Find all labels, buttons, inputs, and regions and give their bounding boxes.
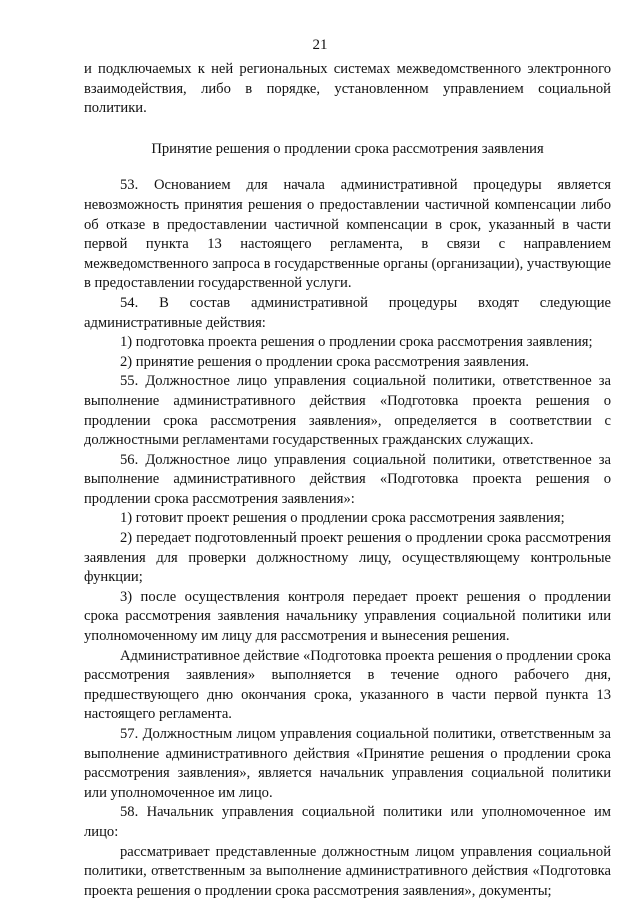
list-item-56-2: 2) передает подготовленный проект решения о продлении срока рассмотрения заявления для проверки должностному лицу, осуществляющему контрольные функции; [84, 530, 611, 586]
paragraph-56: 56. Должностное лицо управления социальной политики, ответственное за выполнение административного действия «Подготовка проекта решения о продлении срока рассмотрения заявления»: [84, 451, 611, 507]
list-item-54-2: 2) принятие решения о продлении срока рассмотрения заявления. [120, 353, 530, 370]
paragraph-54: 54. В состав административной процедуры входят следующие административные действия: [84, 294, 611, 331]
paragraph-58: 58. Начальник управления социальной политики или уполномоченное им лицо: [84, 804, 611, 840]
paragraph-53: 53. Основанием для начала административной процедуры является невозможность принятия решения о предоставлении частичной компенсации либо об отказе в предоставлении частичной компенсации в срок, указанный в части первой пункта 13 настоящего регламента, в связи с направлением межведомственного запроса в государственные органы (организации), участвующие в предоставлении государственной услуги. [84, 177, 611, 292]
list-item-56-3: 3) после осуществления контроля передает проект решения о продлении срока рассмотрения заявления начальнику управления социальной политики или уполномоченному им лицу для рассмотрения и вынесения решения. [84, 588, 611, 645]
continuation-paragraph: и подключаемых к ней региональных системах межведомственного электронного взаимодействия, либо в порядке, установленном управлением социальной политики. [84, 61, 611, 117]
list-item-56-1: 1) готовит проект решения о продлении срока рассмотрения заявления; [120, 510, 565, 527]
paragraph-56-timing: Административное действие «Подготовка проекта решения о продлении срока рассмотрения заявления» выполняется в течение одного рабочего дня, предшествующего дню окончания срока, указанного в части первой пункта 13 настоящего регламента. [84, 647, 611, 723]
paragraph-58-item: рассматривает представленные должностным лицом управления социальной политики, ответственным за выполнение административного действия «Подготовка проекта решения о продлении срока рассмотрения заявления», документы; [84, 843, 611, 899]
list-item-54-1: 1) подготовка проекта решения о продлении срока рассмотрения заявления; [120, 334, 593, 351]
page-number: 21 [312, 37, 328, 53]
paragraph-57: 57. Должностным лицом управления социальной политики, ответственным за выполнение административного действия «Принятие решения о продлении срока рассмотрения заявления», является начальник управления социальной политики или уполномоченное им лицо. [84, 726, 611, 801]
paragraph-55: 55. Должностное лицо управления социальной политики, ответственное за выполнение административного действия «Подготовка проекта решения о продлении срока рассмотрения заявления», определяется в соответствии с должностными регламентами государственных гражданских служащих. [84, 373, 611, 449]
document-body [84, 60, 611, 901]
section-heading: Принятие решения о продлении срока рассмотрения заявления [151, 140, 544, 157]
